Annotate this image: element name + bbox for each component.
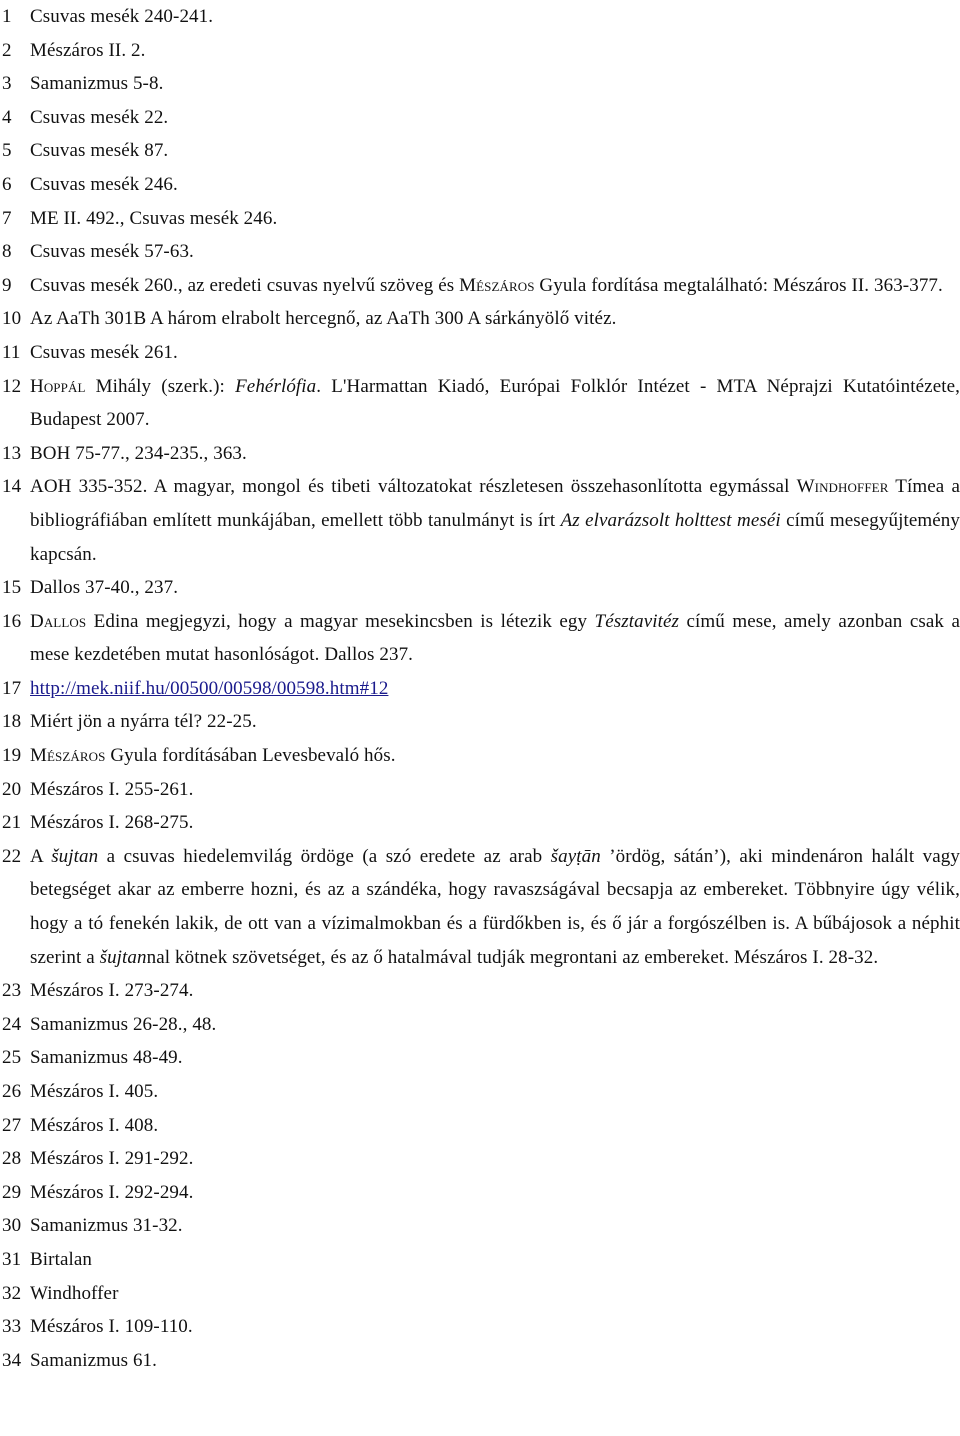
footnote-number: 24 [2, 1013, 22, 1035]
footnote-text: Samanizmus 31-32. [30, 1215, 183, 1237]
footnote-text-segment: Tímea a bibliográfiában említett munkájában, emellett több tanulmányt is írt [30, 476, 960, 531]
footnote [0, 0, 960, 34]
footnote-text: Mészáros I. 255-261. [30, 778, 194, 800]
footnote [0, 1243, 960, 1277]
author-name: Mészáros [30, 745, 106, 767]
footnote-text: Mészáros II. 2. [30, 39, 146, 61]
footnote [0, 134, 960, 168]
footnote [0, 1209, 960, 1243]
footnote-text [30, 370, 960, 437]
footnote-text: Mészáros I. 291-292. [30, 1148, 194, 1170]
footnote-text-segment: Gyula fordításában Levesbevaló hős. [105, 745, 396, 767]
footnote [0, 605, 960, 672]
footnote-text: Samanizmus 61. [30, 1349, 157, 1371]
author-name: Mészáros [459, 274, 535, 296]
footnote-number: 32 [2, 1282, 22, 1304]
footnote [0, 1277, 960, 1311]
footnote [0, 202, 960, 236]
footnote [0, 1344, 960, 1378]
source-link[interactable]: http://mek.niif.hu/00500/00598/00598.htm#12 [30, 677, 389, 699]
footnote-number: 7 [2, 207, 12, 229]
footnote-number: 34 [2, 1349, 22, 1371]
footnote-number: 10 [2, 308, 22, 330]
footnote [0, 1176, 960, 1210]
footnote [0, 269, 960, 303]
footnote-number: 4 [2, 106, 12, 128]
footnote-number: 15 [2, 577, 22, 599]
footnote-number: 9 [2, 274, 12, 296]
footnote-number: 20 [2, 778, 22, 800]
tale-title: Tésztavitéz [594, 610, 680, 632]
footnote-text: ME II. 492., Csuvas mesék 246. [30, 207, 278, 229]
footnote-number: 6 [2, 173, 12, 195]
footnote-number: 28 [2, 1148, 22, 1170]
footnote-text: Windhoffer [30, 1282, 119, 1304]
footnote-text [30, 470, 960, 571]
footnote-number: 12 [2, 375, 22, 397]
footnote-text: Mészáros I. 268-275. [30, 812, 194, 834]
footnote-text-segment: című mesegyűjtemény kapcsán. [30, 509, 960, 565]
footnote-text: BOH 75-77., 234-235., 363. [30, 442, 247, 464]
footnote-text [30, 840, 960, 974]
footnote-number: 22 [2, 845, 22, 867]
footnote [0, 1075, 960, 1109]
footnote [0, 672, 960, 706]
footnote [0, 437, 960, 471]
footnote [0, 1310, 960, 1344]
footnote-text: Csuvas mesék 246. [30, 173, 178, 195]
footnote-text: Birtalan [30, 1248, 93, 1270]
author-name: Hoppál [30, 375, 86, 397]
footnote-text: Mészáros I. 109-110. [30, 1316, 193, 1338]
footnote [0, 235, 960, 269]
footnote-text-segment: . L'Harmattan Kiadó, Európai Folklór Intézet - MTA Néprajzi Kutatóintézete, Budapest 2007. [30, 375, 960, 431]
footnote [0, 168, 960, 202]
footnote-number: 29 [2, 1181, 22, 1203]
footnote [0, 739, 960, 773]
footnote-text: Samanizmus 5-8. [30, 73, 164, 95]
footnote-text-segment: AOH 335-352. A magyar, mongol és tibeti változatokat részletesen összehasonlította egymással [30, 476, 797, 498]
foreign-term: šayṭān [550, 845, 601, 867]
footnote-number: 1 [2, 6, 12, 27]
footnote-number: 33 [2, 1316, 22, 1338]
footnote-number: 21 [2, 812, 22, 834]
author-name: Dallos [30, 610, 87, 632]
footnote-text: Csuvas mesék 87. [30, 140, 169, 162]
footnote-text: Csuvas mesék 261. [30, 341, 178, 363]
footnote-number: 31 [2, 1248, 22, 1270]
footnote-text: Samanizmus 48-49. [30, 1047, 183, 1069]
footnote [0, 571, 960, 605]
footnote-number: 27 [2, 1114, 22, 1136]
footnote-text-segment: A [30, 845, 52, 867]
footnote-number: 30 [2, 1215, 22, 1237]
footnote-text: Csuvas mesék 22. [30, 106, 169, 128]
footnote-text: Mészáros I. 273-274. [30, 980, 194, 1002]
footnote [0, 101, 960, 135]
footnote [0, 840, 960, 974]
footnote [0, 1142, 960, 1176]
footnote-number: 26 [2, 1081, 22, 1102]
foreign-term: šujtan [99, 946, 147, 968]
book-title: Fehérlófia [235, 375, 317, 397]
footnote [0, 773, 960, 807]
book-title: Az elvarázsolt holttest meséi [560, 509, 781, 531]
footnote-number: 11 [2, 341, 21, 363]
footnote-text-segment: a csuvas hiedelemvilág ördöge (a szó eredete az arab [98, 845, 551, 867]
footnote-text-segment: nal kötnek szövetséget, és az ő hatalmával tudják megrontani az embereket. Mészáros I. 28-32. [146, 946, 879, 968]
footnote [0, 470, 960, 571]
footnote-text [30, 605, 960, 672]
foreign-term: šujtan [51, 845, 99, 867]
footnote-number: 19 [2, 745, 22, 767]
footnote-text: Az AaTh 301B A három elrabolt hercegnő, az AaTh 300 A sárkányölő vitéz. [30, 308, 617, 330]
footnote-text-segment: című mese, amely azonban csak a mese kezdetében mutat hasonlóságot. Dallos 237. [30, 610, 960, 666]
footnote [0, 302, 960, 336]
footnote [0, 1109, 960, 1143]
footnote-number: 5 [2, 140, 12, 162]
footnote [0, 336, 960, 370]
footnote-number: 13 [2, 442, 22, 464]
footnote-text: Csuvas mesék 57-63. [30, 241, 194, 263]
footnote-text: Mészáros I. 292-294. [30, 1181, 194, 1203]
footnote-number: 14 [2, 476, 22, 498]
footnote-text: Dallos 37-40., 237. [30, 577, 179, 599]
footnote-number: 17 [2, 677, 22, 699]
author-name: Windhoffer [796, 476, 889, 498]
footnote-number: 25 [2, 1047, 22, 1069]
footnote-text-segment: Edina megjegyzi, hogy a magyar mesekincsben is létezik egy [86, 610, 595, 632]
footnote-number: 8 [2, 241, 12, 263]
footnote-number: 18 [2, 711, 22, 733]
footnote [0, 1008, 960, 1042]
footnote [0, 370, 960, 437]
footnote-number: 16 [2, 610, 22, 632]
footnote-number: 3 [2, 73, 12, 95]
footnote [0, 705, 960, 739]
footnote-text [30, 739, 960, 773]
footnote [0, 34, 960, 68]
footnote-text: Miért jön a nyárra tél? 22-25. [30, 711, 257, 733]
footnote-number: 2 [2, 39, 12, 61]
footnote-text [30, 672, 960, 706]
footnote-text-segment: ’ördög, sátán’), aki mindenáron halált vagy betegséget akar az emberre hozni, és az a szándéka, hogy ravaszságával becsapja az embereket. Többnyire úgy vélik, hogy a tó fenekén lakik, de ott van a vízimalmokban és a fürdőkben is, és ő jár a forgószélben is. A bűbájosok a néphit szerint a [30, 845, 960, 968]
footnote-text-segment: Mihály (szerk.): [85, 375, 236, 397]
footnote-number: 23 [2, 980, 22, 1002]
footnote-text: Samanizmus 26-28., 48. [30, 1013, 217, 1035]
footnote-text-segment: Csuvas mesék 260., az eredeti csuvas nyelvű szöveg és [30, 274, 460, 296]
footnote [0, 1041, 960, 1075]
footnote [0, 806, 960, 840]
footnote [0, 67, 960, 101]
footnote-text: Mészáros I. 405. [30, 1081, 159, 1102]
footnote-text: Csuvas mesék 240-241. [30, 6, 214, 27]
footnote-text [30, 269, 960, 303]
footnote [0, 974, 960, 1008]
footnote-text-segment: Gyula fordítása megtalálható: Mészáros II. 363-377. [534, 274, 943, 296]
footnote-text: Mészáros I. 408. [30, 1114, 159, 1136]
